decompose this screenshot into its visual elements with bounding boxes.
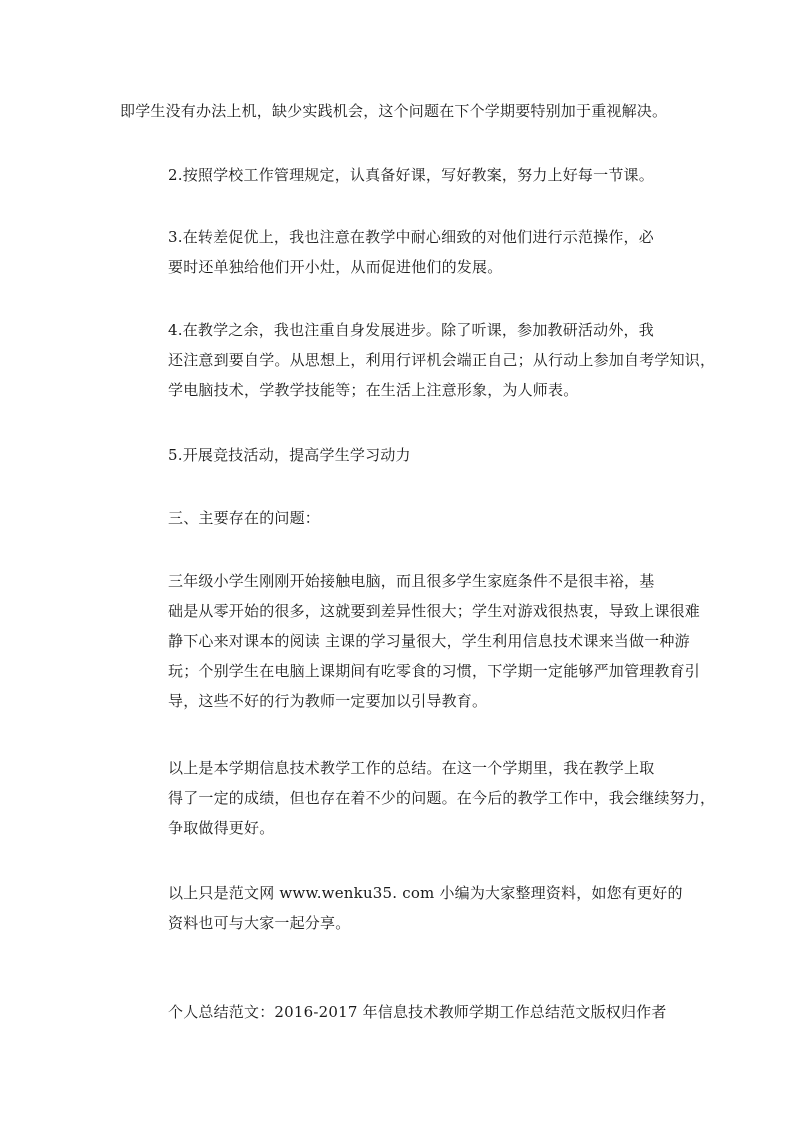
paragraph-8: [120, 753, 716, 843]
text-line: 三年级小学生刚刚开始接触电脑，而且很多学生家庭条件不是很丰裕，基: [168, 572, 655, 590]
text-line: 础是从零开始的很多，这就要到差异性很大；学生对游戏很热衷，导致上课很难: [168, 602, 701, 620]
text-line: 三、主要存在的问题：: [168, 509, 321, 527]
paragraph-3: [120, 222, 680, 282]
section-heading: [120, 503, 680, 533]
text-line: 资料也可与大家一起分享。: [168, 914, 351, 932]
text-line: 3.在转差促优上，我也注意在教学中耐心细致的对他们进行示范操作，必: [168, 228, 654, 246]
paragraph-5: [120, 440, 680, 470]
text-line: 个人总结范文：2016-2017 年信息技术教师学期工作总结范文版权归作者: [168, 1003, 667, 1021]
text-line: 以上是本学期信息技术教学工作的总结。在这一个学期里，我在教学上取: [168, 759, 655, 777]
paragraph-10: [120, 997, 680, 1027]
text-line: 导，这些不好的行为教师一定要加以引导教育。: [168, 692, 488, 710]
paragraph-2: [120, 160, 680, 190]
text-line: 2.按照学校工作管理规定，认真备好课，写好教案，努力上好每一节课。: [168, 166, 654, 184]
text-line: 争取做得更好。: [168, 819, 275, 837]
text-line: 玩；个别学生在电脑上课期间有吃零食的习惯，下学期一定能够严加管理教育引: [168, 662, 701, 680]
paragraph-4: [120, 315, 716, 405]
paragraph-9: [120, 878, 683, 938]
text-line: 以上只是范文网 www.wenku35. com 小编为大家整理资料，如您有更好的: [168, 884, 683, 902]
text-line: 还注意到要自学。从思想上，利用行评机会端正自己；从行动上参加自考学知识，: [168, 351, 716, 369]
paragraph-7: [120, 566, 701, 716]
text-line: 4.在教学之余，我也注重自身发展进步。除了听课，参加教研活动外，我: [168, 321, 654, 339]
text-line: 得了一定的成绩，但也存在着不少的问题。在今后的教学工作中，我会继续努力，: [168, 789, 716, 807]
text-line: 即学生没有办法上机，缺少实践机会，这个问题在下个学期要特别加于重视解决。: [120, 102, 668, 120]
text-line: 5.开展竞技活动，提高学生学习动力: [168, 446, 411, 464]
text-line: 学电脑技术，学教学技能等；在生活上注意形象，为人师表。: [168, 381, 579, 399]
text-line: 静下心来对课本的阅读 主课的学习量很大，学生利用信息技术课来当做一种游: [168, 632, 690, 650]
text-line: 要时还单独给他们开小灶，从而促进他们的发展。: [168, 258, 503, 276]
paragraph-1: [120, 96, 680, 126]
